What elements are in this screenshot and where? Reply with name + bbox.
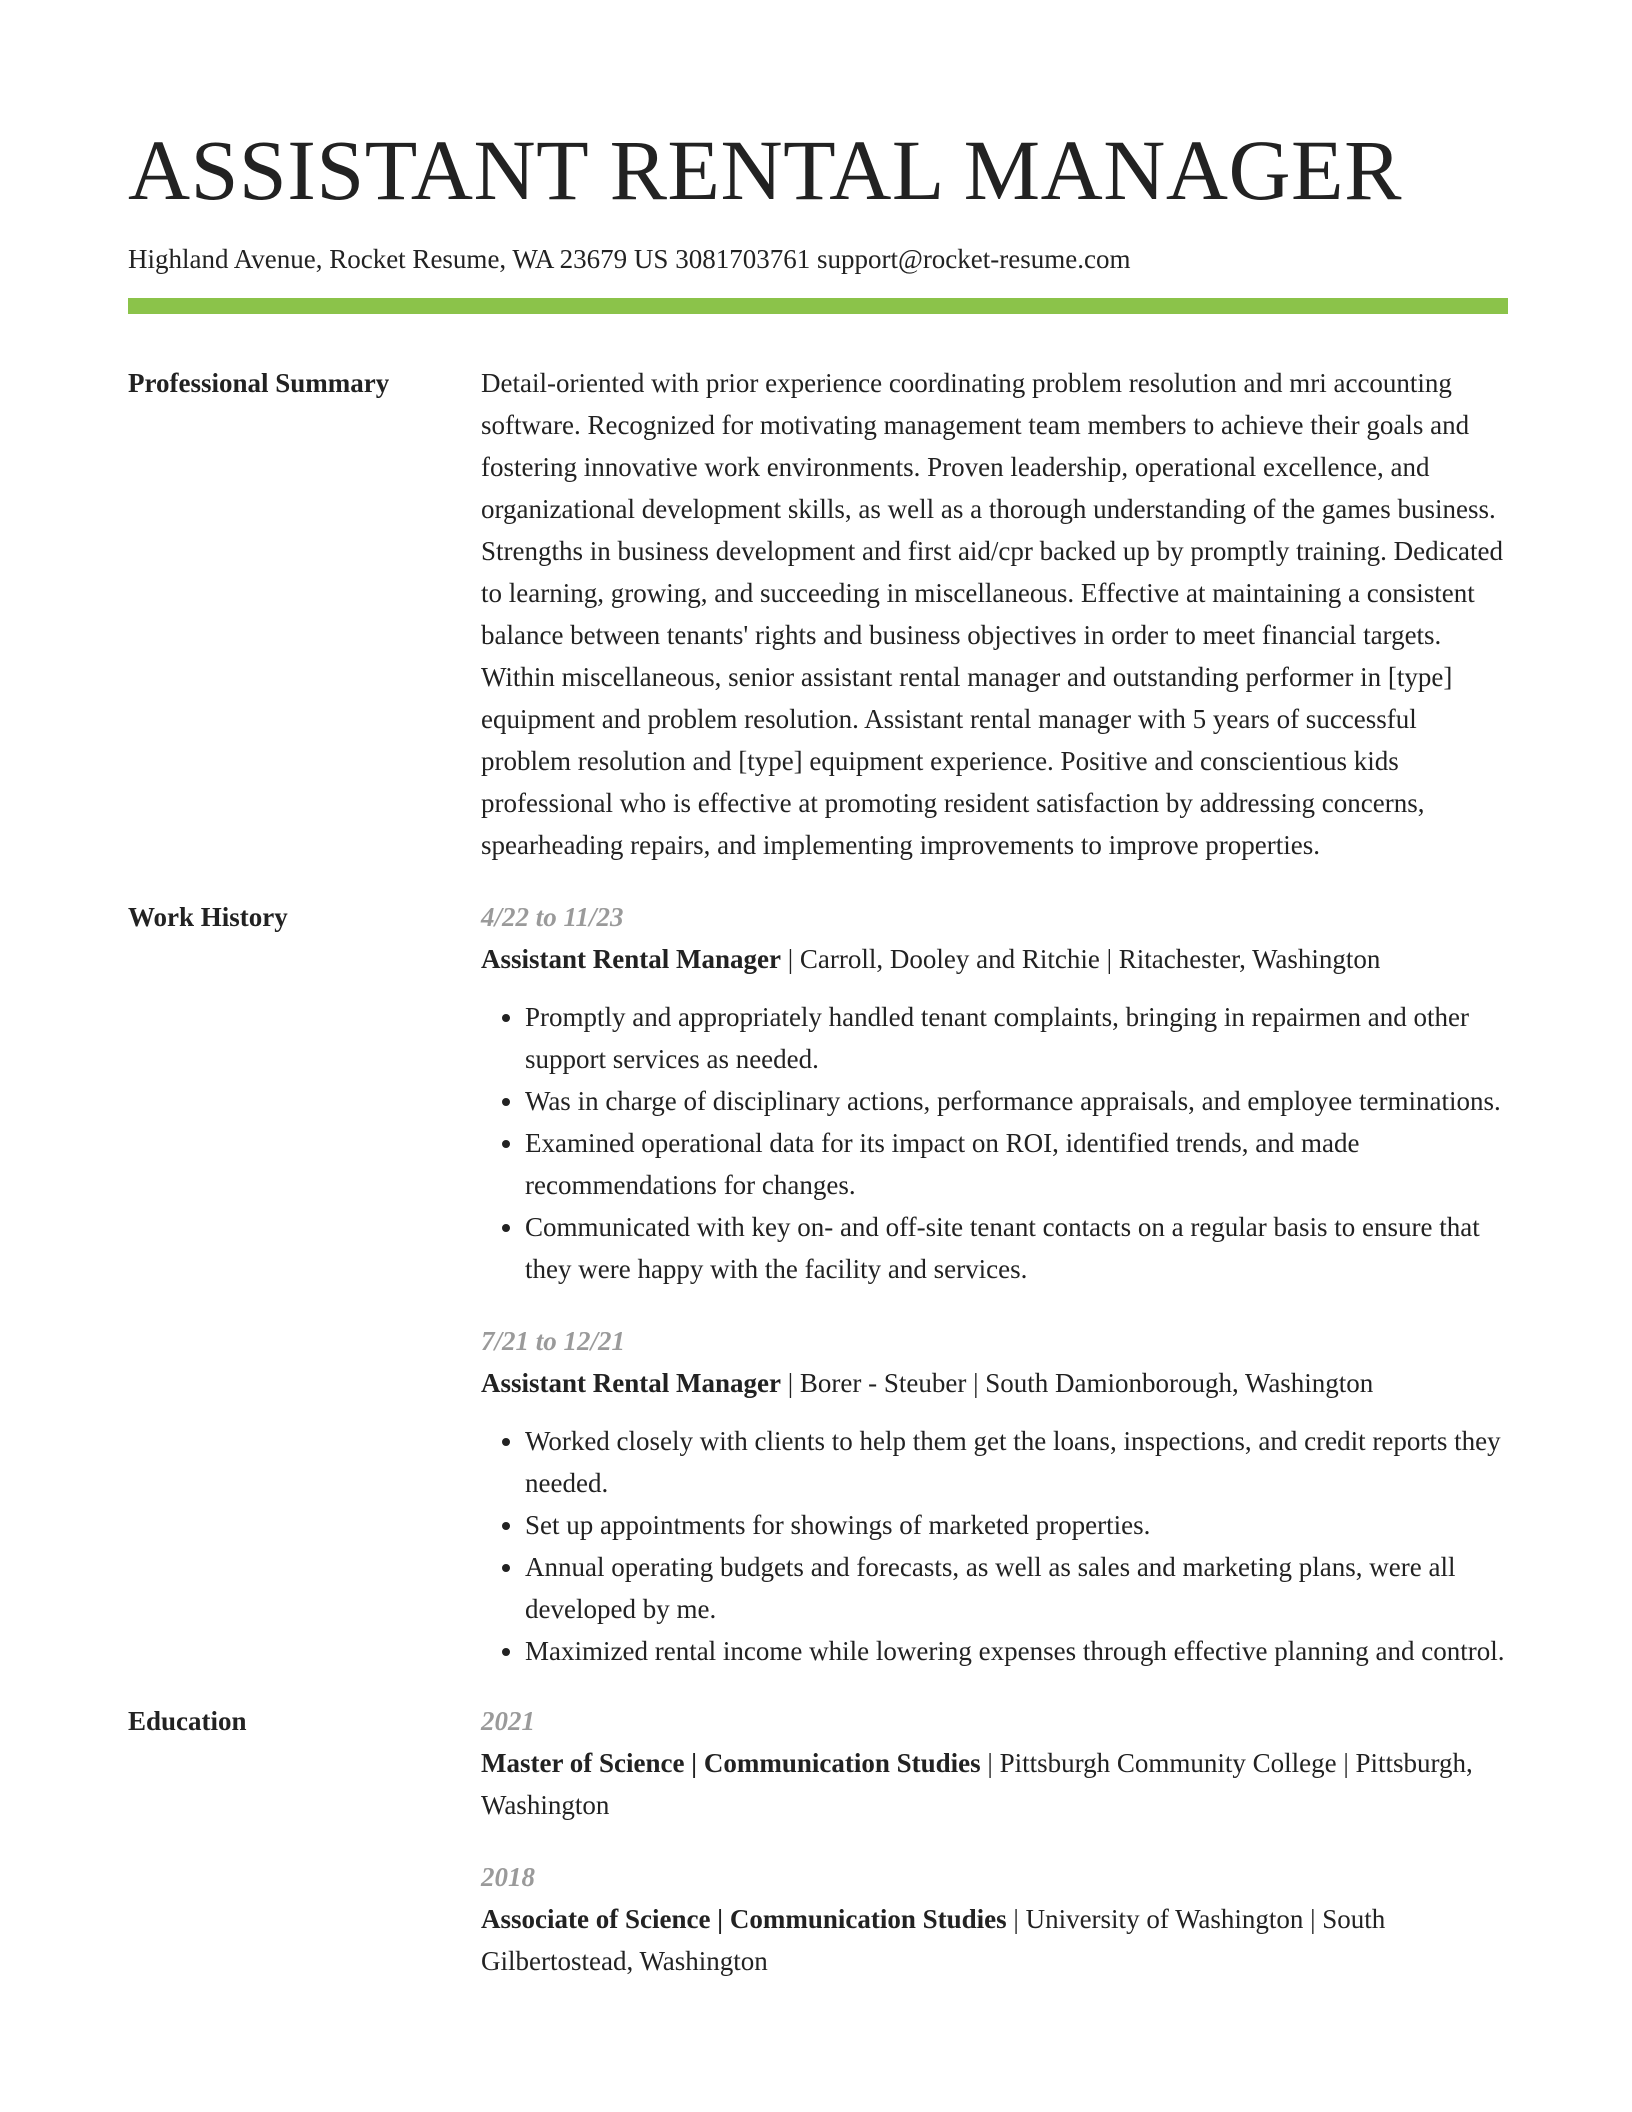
education-entry: [481, 1700, 1508, 1826]
contact-line: Highland Avenue, Rocket Resume, WA 23679 US 3081703761 support@rocket-resume.com: [128, 244, 1131, 274]
summary-body: [481, 362, 1508, 866]
section-title-work-history: Work History: [128, 902, 288, 932]
education-school-location: | Pittsburgh Community College | Pittsburgh, Washington: [481, 1748, 1473, 1820]
job-duty: • Annual operating budgets and forecasts, as well as sales and marketing plans, were all developed by me.: [525, 1546, 1508, 1630]
job-entry: [481, 1320, 1508, 1672]
job-role-line: [481, 1362, 1508, 1404]
job-dates: 7/21 to 12/21: [481, 1326, 626, 1356]
job-duty: • Examined operational data for its impact on ROI, identified trends, and made recommendations for changes.: [525, 1122, 1508, 1206]
job-duty: • Worked closely with clients to help them get the loans, inspections, and credit reports they needed.: [525, 1420, 1508, 1504]
work-history-body: [481, 896, 1508, 1672]
job-duties-list: [481, 1420, 1508, 1672]
job-duty: • Maximized rental income while lowering expenses through effective planning and control.: [525, 1630, 1508, 1672]
section-title-summary: Professional Summary: [128, 368, 390, 398]
job-duty: • Promptly and appropriately handled tenant complaints, bringing in repairmen and other support services as needed.: [525, 996, 1508, 1080]
job-entry: [481, 896, 1508, 1290]
summary-text: Detail-oriented with prior experience coordinating problem resolution and mri accounting software. Recognized for motivating management team members to achieve their goals and fostering innovative work environments. Proven leadership, operational excellence, and organizational development skills, as well as a thorough understanding of the games business. Strengths in business development and first aid/cpr backed up by promptly training. Dedicated to learning, growing, and succeeding in miscellaneous. Effective at maintaining a consistent balance between tenants' rights and business objectives in order to meet financial targets. Within miscellaneous, senior assistant rental manager and outstanding performer in [type] equipment and problem resolution. Assistant rental manager with 5 years of successful problem resolution and [type] equipment experience. Positive and conscientious kids professional who is effective at promoting resident satisfaction by addressing concerns, spearheading repairs, and implementing improvements to improve properties.: [481, 368, 1504, 860]
education-degree: Associate of Science | Communication Studies: [481, 1904, 1007, 1934]
section-title-education: Education: [128, 1706, 247, 1736]
job-role-line: [481, 938, 1508, 980]
job-duty: • Communicated with key on- and off-site tenant contacts on a regular basis to ensure that they were happy with the facility and services.: [525, 1206, 1508, 1290]
education-degree: Master of Science | Communication Studies: [481, 1748, 981, 1778]
job-role: Assistant Rental Manager: [481, 1368, 781, 1398]
education-body: [481, 1700, 1508, 1982]
education-degree-line: [481, 1898, 1508, 1982]
education-section: [128, 1700, 1508, 1982]
resume-title: ASSISTANT RENTAL MANAGER: [128, 122, 1402, 218]
header-accent-rule: [128, 298, 1508, 314]
education-year: 2018: [481, 1862, 535, 1892]
job-employer-location: | Borer - Steuber | South Damionborough, Washington: [780, 1368, 1374, 1398]
job-duty: • Set up appointments for showings of marketed properties.: [525, 1504, 1508, 1546]
education-degree-line: [481, 1742, 1508, 1826]
job-employer-location: | Carroll, Dooley and Ritchie | Ritachester, Washington: [780, 944, 1381, 974]
job-duty: • Was in charge of disciplinary actions, performance appraisals, and employee terminations.: [525, 1080, 1508, 1122]
education-school-location: | University of Washington | South Gilbertostead, Washington: [481, 1904, 1386, 1976]
job-dates: 4/22 to 11/23: [481, 902, 624, 932]
summary-section: [128, 362, 1508, 866]
work-history-section: [128, 896, 1508, 1672]
resume-page: [128, 0, 1508, 1982]
job-duties-list: [481, 996, 1508, 1290]
education-year: 2021: [481, 1706, 535, 1736]
education-entry: [481, 1856, 1508, 1982]
job-role: Assistant Rental Manager: [481, 944, 781, 974]
